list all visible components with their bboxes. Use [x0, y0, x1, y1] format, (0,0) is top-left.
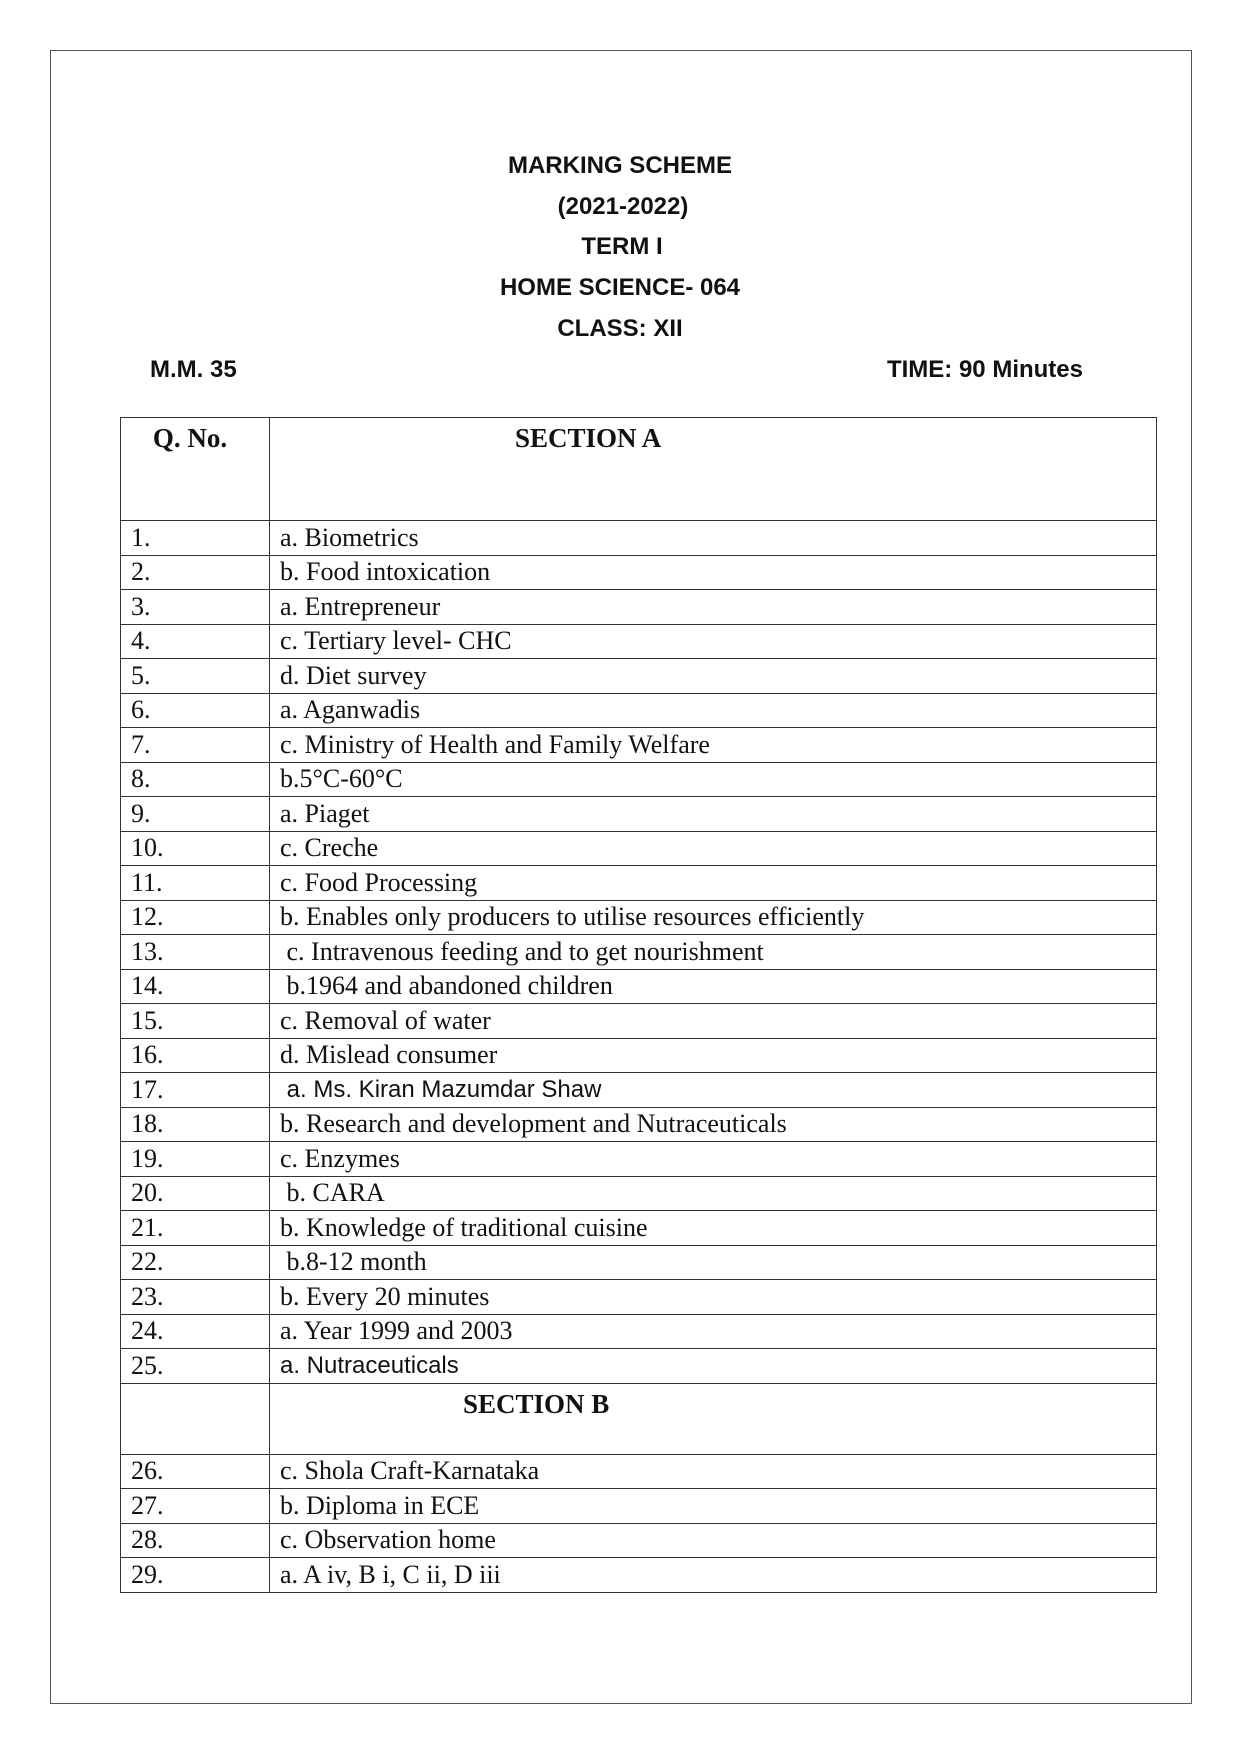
- max-marks: M.M. 35: [150, 356, 237, 383]
- table-row: [121, 969, 1157, 1004]
- question-number: 13.: [121, 935, 270, 970]
- answer-text: c. Enzymes: [270, 1142, 1157, 1177]
- question-number: 7.: [121, 728, 270, 763]
- question-number: 1.: [121, 521, 270, 556]
- table-row: [121, 1314, 1157, 1349]
- answer-text: b.1964 and abandoned children: [270, 969, 1157, 1004]
- table-row: [121, 693, 1157, 728]
- question-number: 21.: [121, 1211, 270, 1246]
- answer-table: [120, 417, 1157, 1593]
- qno-header: Q. No.: [121, 418, 270, 521]
- answer-text: c. Observation home: [270, 1523, 1157, 1558]
- table-row: [121, 900, 1157, 935]
- time-allowed: TIME: 90 Minutes: [886, 356, 1083, 383]
- table-row: [121, 797, 1157, 832]
- table-row: [121, 831, 1157, 866]
- table-row: [121, 1038, 1157, 1073]
- table-row: [121, 1454, 1157, 1489]
- answer-text: a. Entrepreneur: [270, 590, 1157, 625]
- table-header-row: [121, 418, 1157, 521]
- heading-term: TERM I: [581, 233, 663, 260]
- question-number: 10.: [121, 831, 270, 866]
- table-row: [121, 1245, 1157, 1280]
- answer-text: c. Creche: [270, 831, 1157, 866]
- table-row: [121, 935, 1157, 970]
- table-row: [121, 521, 1157, 556]
- table-row: [121, 1073, 1157, 1108]
- question-number: 16.: [121, 1038, 270, 1073]
- answer-text: a. Biometrics: [270, 521, 1157, 556]
- answer-text: c. Tertiary level- CHC: [270, 624, 1157, 659]
- table-row: [121, 1004, 1157, 1039]
- question-number: 11.: [121, 866, 270, 901]
- question-number: 5.: [121, 659, 270, 694]
- table-row: [121, 659, 1157, 694]
- answer-text: c. Food Processing: [270, 866, 1157, 901]
- question-number: 28.: [121, 1523, 270, 1558]
- answer-text: c. Shola Craft-Karnataka: [270, 1454, 1157, 1489]
- question-number: 20.: [121, 1176, 270, 1211]
- table-row: [121, 555, 1157, 590]
- table-row: [121, 1558, 1157, 1593]
- question-number: 29.: [121, 1558, 270, 1593]
- answer-text: a. Aganwadis: [270, 693, 1157, 728]
- section-b-title: SECTION B: [270, 1383, 1157, 1454]
- answer-text: b. Enables only producers to utilise resources efficiently: [270, 900, 1157, 935]
- question-number: 9.: [121, 797, 270, 832]
- answer-text: a. Piaget: [270, 797, 1157, 832]
- question-number: 6.: [121, 693, 270, 728]
- table-row: [121, 762, 1157, 797]
- empty-cell: [121, 1383, 270, 1454]
- table-row: [121, 624, 1157, 659]
- answer-text: a. A iv, B i, C ii, D iii: [270, 1558, 1157, 1593]
- question-number: 14.: [121, 969, 270, 1004]
- heading-subject: HOME SCIENCE- 064: [499, 274, 741, 301]
- answer-text: b. Knowledge of traditional cuisine: [270, 1211, 1157, 1246]
- table-row: [121, 1349, 1157, 1384]
- answer-text: a. Nutraceuticals: [270, 1349, 1157, 1384]
- table-row: [121, 1107, 1157, 1142]
- question-number: 26.: [121, 1454, 270, 1489]
- question-number: 23.: [121, 1280, 270, 1315]
- answer-text: b. Research and development and Nutraceuticals: [270, 1107, 1157, 1142]
- answer-text: d. Mislead consumer: [270, 1038, 1157, 1073]
- question-number: 22.: [121, 1245, 270, 1280]
- question-number: 24.: [121, 1314, 270, 1349]
- question-number: 8.: [121, 762, 270, 797]
- answer-text: b.8-12 month: [270, 1245, 1157, 1280]
- question-number: 12.: [121, 900, 270, 935]
- question-number: 4.: [121, 624, 270, 659]
- heading-session: (2021-2022): [557, 193, 689, 220]
- answer-text: c. Removal of water: [270, 1004, 1157, 1039]
- table-row: [121, 1280, 1157, 1315]
- question-number: 3.: [121, 590, 270, 625]
- table-row: [121, 1211, 1157, 1246]
- section-a-title: SECTION A: [270, 418, 1157, 521]
- table-row: [121, 590, 1157, 625]
- answer-text: b. Every 20 minutes: [270, 1280, 1157, 1315]
- answer-text: b. CARA: [270, 1176, 1157, 1211]
- question-number: 18.: [121, 1107, 270, 1142]
- heading-marking-scheme: MARKING SCHEME: [507, 152, 732, 179]
- question-number: 2.: [121, 555, 270, 590]
- table-row: [121, 1176, 1157, 1211]
- answer-text: d. Diet survey: [270, 659, 1157, 694]
- heading-class: CLASS: XII: [557, 315, 683, 342]
- answer-text: b. Diploma in ECE: [270, 1489, 1157, 1524]
- table-row: [121, 866, 1157, 901]
- question-number: 17.: [121, 1073, 270, 1108]
- answer-text: b. Food intoxication: [270, 555, 1157, 590]
- question-number: 15.: [121, 1004, 270, 1039]
- answer-text: c. Intravenous feeding and to get nourishment: [270, 935, 1157, 970]
- table-row: [121, 728, 1157, 763]
- answer-text: a. Ms. Kiran Mazumdar Shaw: [270, 1073, 1157, 1108]
- answer-text: b.5°C-60°C: [270, 762, 1157, 797]
- table-row: [121, 1142, 1157, 1177]
- answer-text: c. Ministry of Health and Family Welfare: [270, 728, 1157, 763]
- section-b-header-row: [121, 1383, 1157, 1454]
- question-number: 25.: [121, 1349, 270, 1384]
- table-row: [121, 1523, 1157, 1558]
- table-row: [121, 1489, 1157, 1524]
- question-number: 27.: [121, 1489, 270, 1524]
- question-number: 19.: [121, 1142, 270, 1177]
- answer-text: a. Year 1999 and 2003: [270, 1314, 1157, 1349]
